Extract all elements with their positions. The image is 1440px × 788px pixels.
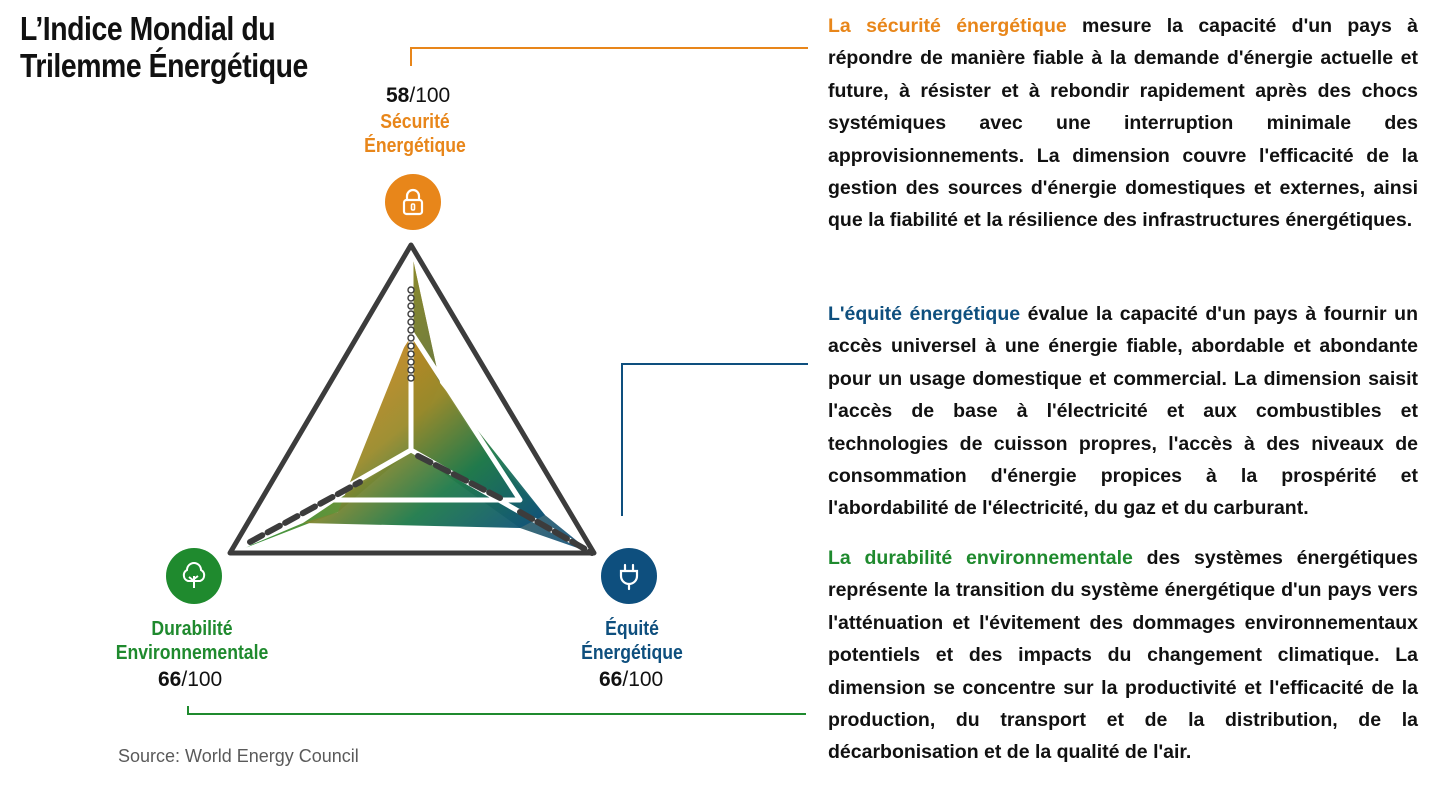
- source-note: Source: World Energy Council: [118, 746, 359, 766]
- security-badge: [385, 174, 441, 230]
- security-label-line-2: Énergétique: [364, 135, 466, 157]
- title-line-1: L’Indice Mondial du: [20, 10, 276, 47]
- environment-score-max: /100: [181, 668, 223, 691]
- security-score-max: /100: [409, 84, 451, 107]
- equity-description-text: évalue la capacité d'un pays à fournir un accès universel à une énergie fiable, abordable et abondante pour un usage domestique et commercial. La dimension saisit l'accès de base à l'électricité et aux combustibles et technologies de cuisson propres, l'accès à des niveaux de consommation d'énergie propices à la prospérité et l'abordabilité de l'électricité, du gaz et du carburant.: [828, 303, 1418, 520]
- equity-score: [599, 668, 663, 692]
- security-connector-line: [411, 48, 808, 66]
- environment-description: [828, 542, 1418, 769]
- security-description-text: mesure la capacité d'un pays à répondre de manière fiable à la demande d'énergie actuelle et future, à résister et à rebondir rapidement après des chocs systémiques avec une interruption minimale des approvisionnements. La dimension couvre l'efficacité de la gestion des sources d'énergie domestiques et externes, ainsi que la fiabilité et la résilience des infrastructures énergétiques.: [828, 15, 1418, 232]
- equity-term: L'équité énergétique: [828, 303, 1021, 325]
- title-line-2: Trilemme Énergétique: [20, 47, 308, 84]
- security-label: [327, 110, 503, 158]
- equity-badge: [601, 548, 657, 604]
- equity-description: [828, 298, 1418, 525]
- equity-label: [544, 617, 720, 665]
- environment-label-line-2: Environnementale: [115, 642, 269, 664]
- page-title: [20, 10, 347, 84]
- environment-connector-line: [188, 706, 806, 714]
- equity-label-line-2: Énergétique: [581, 642, 683, 664]
- security-score: [386, 84, 450, 108]
- equity-score-max: /100: [622, 668, 664, 691]
- environment-label: [104, 617, 280, 665]
- environment-score: [158, 668, 222, 692]
- security-description: [828, 10, 1418, 237]
- plug-icon: [612, 559, 646, 593]
- equity-label-line-1: Équité: [605, 618, 659, 640]
- security-label-line-1: Sécurité: [380, 111, 450, 133]
- security-term: La sécurité énergétique: [828, 15, 1067, 37]
- equity-connector-line: [622, 364, 808, 516]
- environment-badge: [166, 548, 222, 604]
- environment-score-value: 66: [158, 668, 182, 691]
- environment-description-text: des systèmes énergétiques représente la transition du système énergétique d'un pays vers l'atténuation et l'évitement des dommages environnementaux potentiels et des impacts du changement climatique. La dimension se concentre sur la productivité et l'efficacité de la production, du transport et de la distribution, de la décarbonisation et de la qualité de l'air.: [828, 547, 1418, 764]
- equity-score-value: 66: [599, 668, 623, 691]
- lock-icon: [396, 185, 430, 219]
- security-score-value: 58: [386, 84, 410, 107]
- environment-term: La durabilité environnementale: [828, 547, 1133, 569]
- environment-label-line-1: Durabilité: [151, 618, 233, 640]
- tree-icon: [177, 559, 211, 593]
